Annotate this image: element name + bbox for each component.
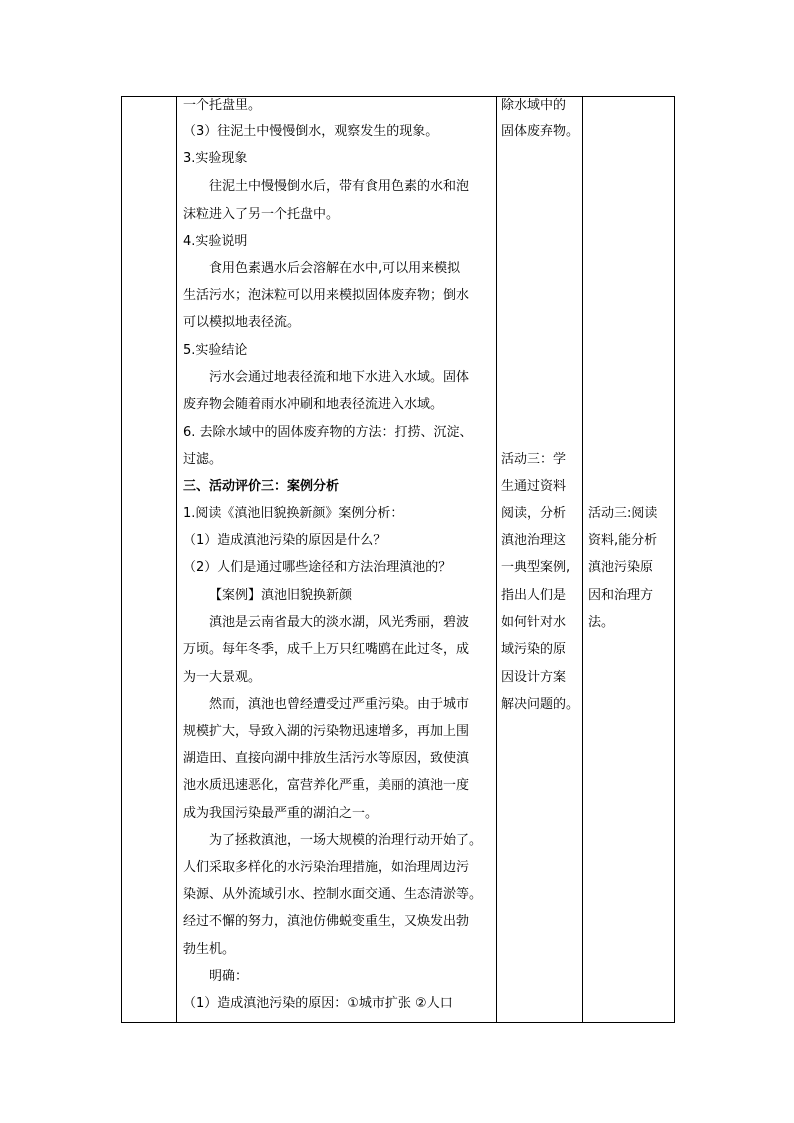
activity-line: 指出人们是 [501, 588, 567, 603]
evaluation-line: 法。 [588, 615, 615, 630]
activity-line: 一典型案例, [501, 560, 571, 575]
content-line: 明确： [209, 969, 249, 984]
activity-line: 阅读，分析 [501, 506, 567, 521]
evaluation-line: 滇池污染原 [588, 560, 654, 575]
content-line: 人们采取多样化的水污染治理措施，如治理周边污 [183, 860, 470, 875]
content-line: 经过不懈的努力，滇池仿佛蜕变重生，又焕发出勃 [183, 914, 470, 929]
section-heading-bold: 三、活动评价三：案例分析 [183, 479, 340, 494]
activity-line: 因设计方案 [501, 670, 567, 685]
content-line: （3）往泥土中慢慢倒水，观察发生的现象。 [183, 124, 439, 139]
activity-line: 固体废弃物。 [501, 124, 580, 139]
table-bottom-border [121, 1022, 674, 1023]
activity-line: 除水域中的 [501, 98, 567, 113]
evaluation-line: 活动三:阅读 [588, 506, 658, 521]
content-line: 食用色素遇水后会溶解在水中,可以用来模拟 [209, 261, 461, 276]
content-line: 成为我国污染最严重的湖泊之一。 [183, 806, 379, 821]
activity-line: 域污染的原 [501, 642, 567, 657]
content-line: 然而，滇池也曾经遭受过严重污染。由于城市 [209, 697, 470, 712]
activity-line: 滇池治理这 [501, 533, 567, 548]
content-line: 过滤。 [183, 452, 223, 467]
content-line: 为了拯救滇池，一场大规模的治理行动开始了。 [209, 833, 483, 848]
content-line: 为一大景观。 [183, 670, 262, 685]
case-title: 【案例】滇池旧貌换新颜 [209, 588, 353, 603]
evaluation-line: 资料,能分析 [588, 533, 658, 548]
content-line: 污水会通过地表径流和地下水进入水域。固体 [209, 370, 470, 385]
content-line: 勃生机。 [183, 942, 236, 957]
evaluation-line: 因和治理方 [588, 588, 654, 603]
content-line: 规模扩大，导致入湖的污染物迅速增多，再加上围 [183, 724, 470, 739]
question-line: （1）造成滇池污染的原因是什么？ [183, 533, 387, 548]
content-line: 1.阅读《滇池旧貌换新颜》案例分析： [183, 506, 404, 521]
activity-line: 解决问题的。 [501, 697, 580, 712]
content-line: 池水质迅速恶化，富营养化严重，美丽的滇池一度 [183, 778, 470, 793]
section-heading: 4.实验说明 [183, 234, 248, 249]
content-line: 湖造田、直接向湖中排放生活污水等原因，致使滇 [183, 751, 470, 766]
table-border-right [674, 96, 675, 1023]
section-heading: 5.实验结论 [183, 343, 248, 358]
table-border-col2 [496, 96, 497, 1023]
table-border-col1 [176, 96, 177, 1023]
activity-line: 生通过资料 [501, 479, 567, 494]
activity-line: 活动三：学 [501, 452, 567, 467]
content-line: 一个托盘里。 [183, 98, 262, 113]
question-line: （2）人们是通过哪些途径和方法治理滇池的？ [183, 560, 452, 575]
content-line: （1）造成滇池污染的原因：①城市扩张 ②人口 [183, 996, 453, 1011]
content-line: 可以模拟地表径流。 [183, 315, 301, 330]
content-line: 染源、从外流域引水、控制水面交通、生态清淤等。 [183, 887, 483, 902]
content-line: 6. 去除水域中的固体废弃物的方法：打捞、沉淀、 [183, 425, 473, 440]
content-line: 生活污水；泡沫粒可以用来模拟固体废弃物；倒水 [183, 288, 470, 303]
table-border-left [121, 96, 122, 1023]
content-line: 沫粒进入了另一个托盘中。 [183, 207, 340, 222]
content-line: 往泥土中慢慢倒水后，带有食用色素的水和泡 [209, 179, 470, 194]
content-line: 废弃物会随着雨水冲刷和地表径流进入水域。 [183, 397, 444, 412]
section-heading: 3.实验现象 [183, 151, 248, 166]
content-line: 滇池是云南省最大的淡水湖，风光秀丽，碧波 [209, 615, 470, 630]
content-line: 万顷。每年冬季，成千上万只红嘴鸥在此过冬，成 [183, 642, 470, 657]
activity-line: 如何针对水 [501, 615, 567, 630]
table-border-col3 [582, 96, 583, 1023]
